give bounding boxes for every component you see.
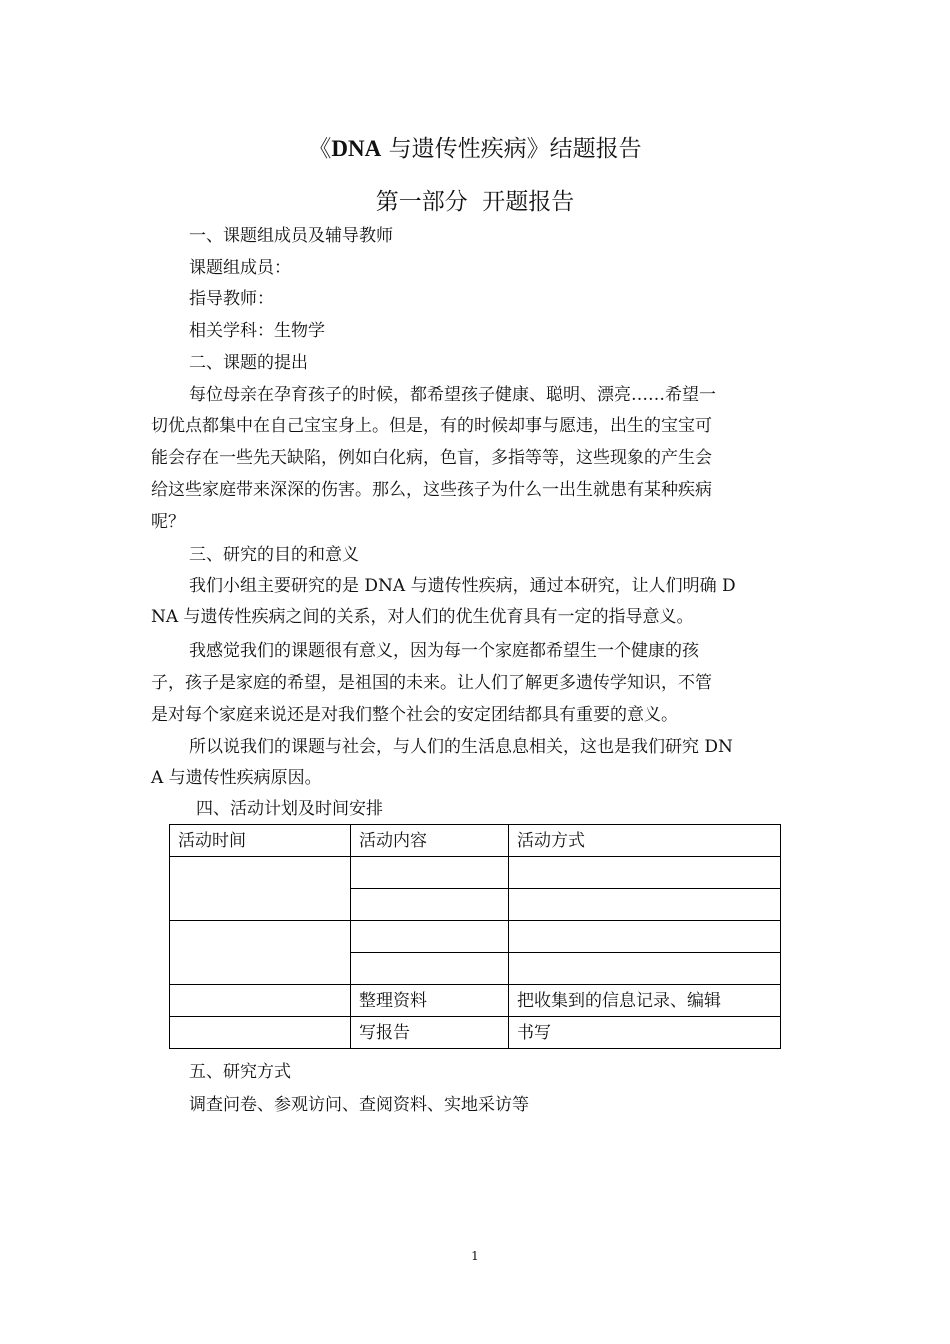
members-label: 课题组成员：	[189, 258, 291, 278]
table-cell	[170, 1017, 351, 1049]
table-cell	[509, 921, 781, 953]
section2-heading: 二、课题的提出	[189, 353, 308, 373]
section3-p2-line: 我感觉我们的课题很有意义，因为每一个家庭都希望生一个健康的孩	[189, 641, 699, 661]
table-cell	[509, 889, 781, 921]
section3-p2-line: 是对每个家庭来说还是对我们整个社会的安定团结都具有重要的意义。	[151, 705, 678, 725]
table-cell	[351, 889, 509, 921]
section2-line: 每位母亲在孕育孩子的时候，都希望孩子健康、聪明、漂亮……希望一	[189, 385, 716, 405]
table-header-row	[170, 825, 781, 857]
section2-line: 切优点都集中在自己宝宝身上。但是，有的时候却事与愿违，出生的宝宝可	[151, 416, 712, 436]
subject-label: 相关学科：生物学	[189, 321, 325, 341]
section5-content: 调查问卷、参观访问、查阅资料、实地采访等	[189, 1095, 529, 1115]
section3-p1-line: NA 与遗传性疾病之间的关系，对人们的优生优育具有一定的指导意义。	[151, 607, 694, 627]
table-cell	[351, 857, 509, 889]
table-row	[170, 1017, 781, 1049]
table-cell-method: 书写	[509, 1017, 781, 1049]
table-cell	[509, 857, 781, 889]
teacher-label: 指导教师：	[189, 289, 274, 309]
report-title	[0, 134, 950, 164]
table-cell-content: 整理资料	[351, 985, 509, 1017]
table-cell	[170, 985, 351, 1017]
table-cell-method: 把收集到的信息记录、编辑	[509, 985, 781, 1017]
title-prefix: 《	[308, 136, 332, 162]
section2-line: 给这些家庭带来深深的伤害。那么，这些孩子为什么一出生就患有某种疾病	[151, 480, 712, 500]
part-subtitle: 第一部分 开题报告	[375, 189, 575, 215]
table-cell	[170, 857, 351, 921]
table-cell	[351, 953, 509, 985]
header-content: 活动内容	[351, 825, 509, 857]
header-method: 活动方式	[509, 825, 781, 857]
header-time: 活动时间	[170, 825, 351, 857]
table-cell	[170, 921, 351, 985]
page-number: 1	[471, 1249, 479, 1263]
section3-p1-line: 我们小组主要研究的是 DNA 与遗传性疾病，通过本研究，让人们明确 D	[189, 576, 736, 596]
section2-line: 能会存在一些先天缺陷，例如白化病，色盲，多指等等，这些现象的产生会	[151, 448, 712, 468]
title-dna: DNA	[331, 136, 382, 161]
table-row	[170, 857, 781, 889]
section3-p2-line: 子，孩子是家庭的希望，是祖国的未来。让人们了解更多遗传学知识，不管	[151, 673, 712, 693]
section2-line: 呢？	[151, 512, 185, 532]
table-cell	[351, 921, 509, 953]
table-row	[170, 985, 781, 1017]
section3-heading: 三、研究的目的和意义	[189, 545, 359, 565]
title-rest: 与遗传性疾病》结题报告	[381, 136, 642, 162]
table-row	[170, 921, 781, 953]
table-cell	[509, 953, 781, 985]
section1-heading: 一、课题组成员及辅导教师	[189, 226, 393, 246]
section4-heading: 四、活动计划及时间安排	[196, 799, 383, 819]
section3-p3-line: 所以说我们的课题与社会，与人们的生活息息相关，这也是我们研究 DN	[189, 737, 733, 757]
section3-p3-line: A 与遗传性疾病原因。	[151, 768, 322, 788]
section5-heading: 五、研究方式	[189, 1062, 291, 1082]
table-cell-content: 写报告	[351, 1017, 509, 1049]
activity-plan-table	[169, 824, 781, 1049]
